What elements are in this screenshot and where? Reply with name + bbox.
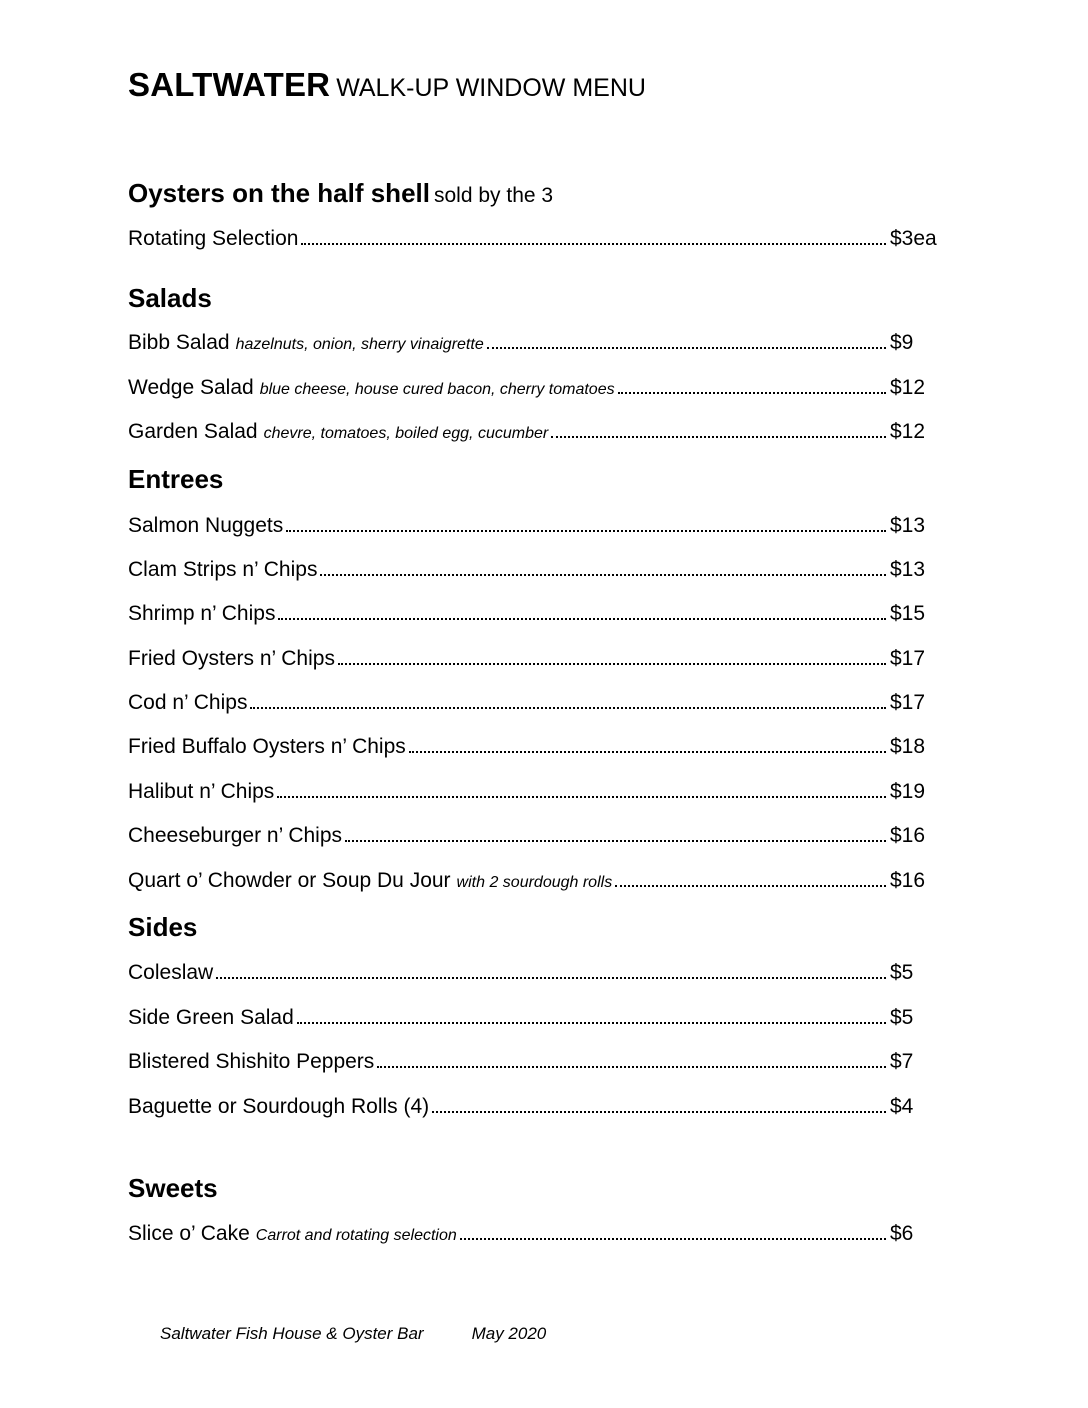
dot-leader <box>618 392 886 394</box>
item-name: Wedge Salad <box>128 376 254 399</box>
dot-leader <box>615 885 886 887</box>
item-price: $3ea <box>890 227 937 250</box>
menu-item <box>128 961 914 984</box>
section-heading-sweets: Sweets <box>128 1173 218 1203</box>
menu-item <box>128 558 926 581</box>
item-price: $16 <box>890 869 926 892</box>
item-price: $5 <box>890 1006 914 1029</box>
menu-item <box>128 1050 914 1073</box>
item-price: $5 <box>890 961 914 984</box>
footer-date: May 2020 <box>471 1324 547 1343</box>
dot-leader <box>320 574 886 576</box>
dot-leader <box>277 796 886 798</box>
item-name: Bibb Salad <box>128 331 230 354</box>
dot-leader <box>409 751 886 753</box>
dot-leader <box>377 1066 886 1068</box>
section-heading-sides: Sides <box>128 912 198 942</box>
item-description: hazelnuts, onion, sherry vinaigrette <box>235 336 484 353</box>
dot-leader <box>551 436 886 438</box>
item-name: Shrimp n’ Chips <box>128 602 276 625</box>
brand-name: SALTWATER <box>128 66 331 103</box>
menu-item <box>128 420 926 443</box>
menu-item <box>128 331 914 354</box>
menu-item <box>128 780 926 803</box>
section-title: Oysters on the half shell <box>128 178 430 208</box>
item-name: Salmon Nuggets <box>128 514 284 537</box>
section-note: sold by the 3 <box>433 184 554 207</box>
item-name: Cod n’ Chips <box>128 691 248 714</box>
section-heading-oysters <box>128 180 553 206</box>
menu-item <box>128 1222 914 1245</box>
menu-item <box>128 602 926 625</box>
item-price: $4 <box>890 1095 914 1118</box>
dot-leader <box>301 243 886 245</box>
menu-item <box>128 869 926 892</box>
dot-leader <box>216 977 886 979</box>
item-price: $6 <box>890 1222 914 1245</box>
menu-item <box>128 735 926 758</box>
item-name: Garden Salad <box>128 420 258 443</box>
item-name: Fried Buffalo Oysters n’ Chips <box>128 735 406 758</box>
item-name: Clam Strips n’ Chips <box>128 558 318 581</box>
dot-leader <box>432 1111 886 1113</box>
dot-leader <box>250 707 886 709</box>
item-price: $15 <box>890 602 926 625</box>
menu-item <box>128 1006 914 1029</box>
section-heading-entrees: Entrees <box>128 464 224 494</box>
item-name: Blistered Shishito Peppers <box>128 1050 375 1073</box>
item-price: $17 <box>890 647 926 670</box>
footer <box>160 1325 546 1342</box>
dot-leader <box>286 530 886 532</box>
item-price: $12 <box>890 376 926 399</box>
item-name: Fried Oysters n’ Chips <box>128 647 335 670</box>
item-name: Side Green Salad <box>128 1006 294 1029</box>
menu-item <box>128 647 926 670</box>
item-name: Halibut n’ Chips <box>128 780 275 803</box>
item-price: $7 <box>890 1050 914 1073</box>
item-price: $16 <box>890 824 926 847</box>
dot-leader <box>338 663 886 665</box>
menu-subtitle: WALK-UP WINDOW MENU <box>336 74 646 102</box>
dot-leader <box>297 1022 886 1024</box>
menu-item <box>128 376 926 399</box>
menu-item <box>128 824 926 847</box>
item-name: Baguette or Sourdough Rolls (4) <box>128 1095 430 1118</box>
item-price: $19 <box>890 780 926 803</box>
item-description: chevre, tomatoes, boiled egg, cucumber <box>263 425 549 442</box>
dot-leader <box>278 618 886 620</box>
dot-leader <box>460 1238 886 1240</box>
item-name: Slice o’ Cake <box>128 1222 250 1245</box>
item-name: Quart o’ Chowder or Soup Du Jour <box>128 869 451 892</box>
dot-leader <box>487 347 886 349</box>
footer-restaurant-name: Saltwater Fish House & Oyster Bar <box>160 1324 424 1343</box>
item-price: $9 <box>890 331 914 354</box>
menu-item <box>128 227 937 250</box>
item-name: Rotating Selection <box>128 227 299 250</box>
dot-leader <box>345 840 886 842</box>
item-price: $17 <box>890 691 926 714</box>
item-name: Coleslaw <box>128 961 214 984</box>
section-heading-salads: Salads <box>128 283 212 313</box>
item-price: $18 <box>890 735 926 758</box>
item-price: $13 <box>890 558 926 581</box>
menu-item <box>128 514 926 537</box>
item-price: $13 <box>890 514 926 537</box>
menu-item <box>128 691 926 714</box>
item-description: with 2 sourdough rolls <box>456 874 613 891</box>
menu-title <box>128 68 646 101</box>
item-description: Carrot and rotating selection <box>255 1227 457 1244</box>
menu-item <box>128 1095 914 1118</box>
item-name: Cheeseburger n’ Chips <box>128 824 343 847</box>
item-description: blue cheese, house cured bacon, cherry tomatoes <box>259 381 615 398</box>
item-price: $12 <box>890 420 926 443</box>
